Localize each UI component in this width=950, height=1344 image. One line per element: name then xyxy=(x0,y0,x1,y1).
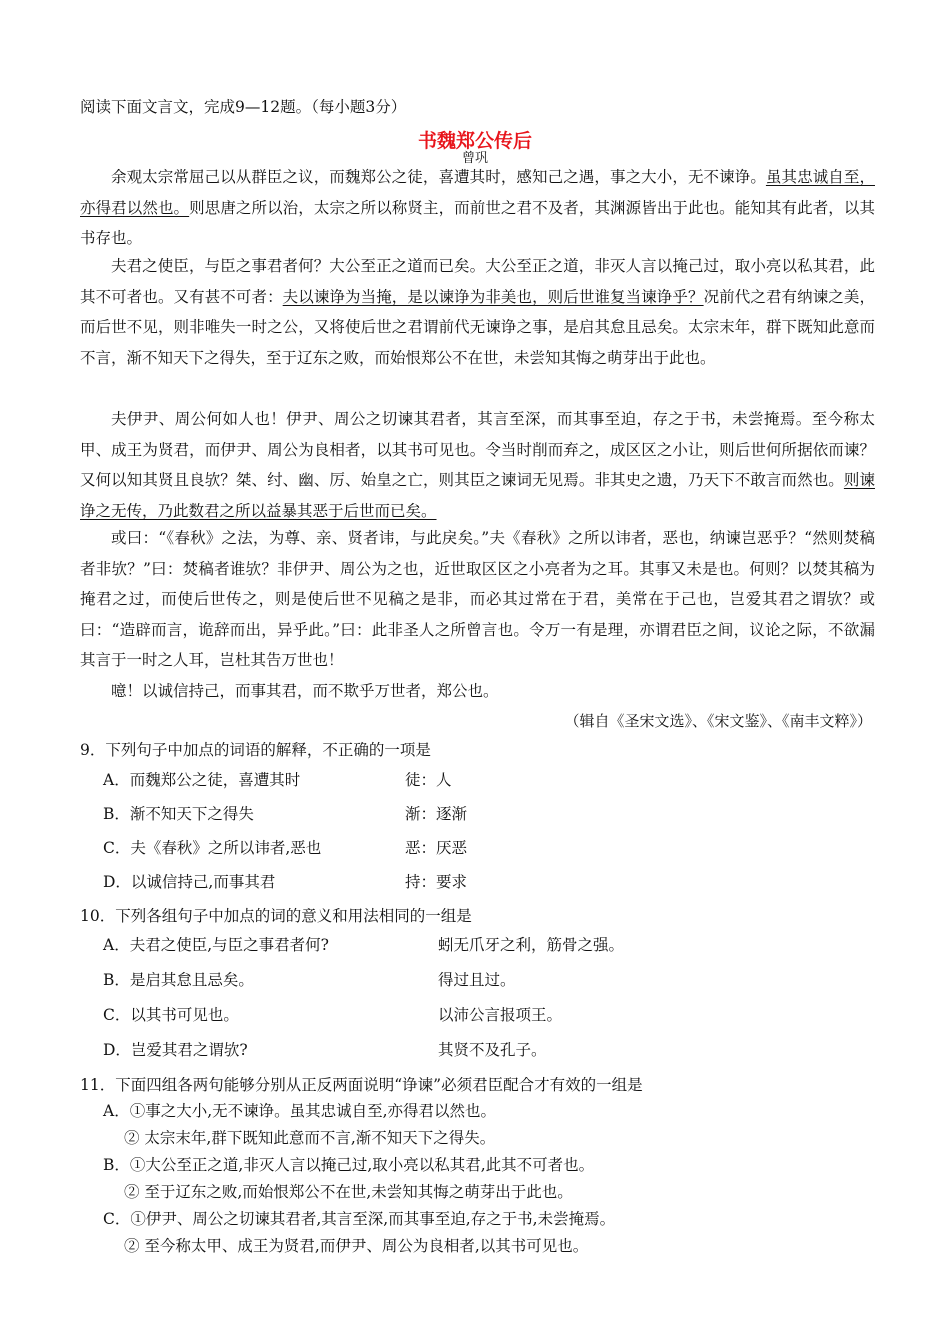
q11-option-b-1: B．①大公至正之道,非灭人言以掩己过,取小亮以私其君,此其不可者也。 xyxy=(103,1156,595,1174)
question-9-stem: 9．下列句子中加点的词语的解释，不正确的一项是 xyxy=(80,741,431,759)
underlined-sentence-3: 则谏诤之无传，乃此数君之所以益暴其恶于后世而已矣。 xyxy=(80,471,875,520)
q9-option-c: C．夫《春秋》之所以讳者,恶也 xyxy=(103,839,322,857)
q11-option-b-2: ② 至于辽东之败,而始恨郑公不在世,未尝知其悔之萌芽出于此也。 xyxy=(124,1183,573,1201)
q11-option-c-1: C．①伊尹、周公之切谏其君者,其言至深,而其事至迫,存之于书,未尝掩焉。 xyxy=(103,1210,616,1228)
q10-option-d-left: D．岂爱其君之谓欤? xyxy=(103,1041,248,1059)
q9-option-b-answer: 渐：逐渐 xyxy=(405,805,468,823)
paragraph-2: 夫君之使臣，与臣之事君者何？大公至正之道而已矣。大公至正之道，非灭人言以掩己过，取小亮以私其君，此其不可者也。又有甚不可者：夫以谏诤为当掩，是以谏诤为非美也，则后世谁复当谏诤乎？况前代之君有纳谏之美，而后世不见，则非唯失一时之公，又将使后世之君谓前代无谏诤之事，是启其怠且忌矣。太宗末年，群下既知此意而不言，渐不知天下之得失，至于辽东之败，而始恨郑公不在世，未尝知其悔之萌芽出于此也。 xyxy=(80,257,875,367)
q9-option-b: B．渐不知天下之得失 xyxy=(103,805,254,823)
question-10-stem: 10．下列各组句子中加点的词的意义和用法相同的一组是 xyxy=(80,907,472,925)
question-11-stem: 11．下面四组各两句能够分别从正反两面说明“诤谏”必须君臣配合才有效的一组是 xyxy=(80,1076,643,1094)
q9-option-d-answer: 持：要求 xyxy=(405,873,468,891)
q10-option-b-right: 得过且过。 xyxy=(438,971,516,989)
q10-option-b-left: B．是启其怠且忌矣。 xyxy=(103,971,254,989)
q9-option-a-answer: 徒：人 xyxy=(405,771,452,789)
q10-option-a-right: 蚓无爪牙之利，筋骨之强。 xyxy=(438,936,625,954)
q10-option-a-left: A．夫君之使臣,与臣之事君者何? xyxy=(103,936,329,954)
essay-author: 曾巩 xyxy=(461,151,488,166)
reading-instruction: 阅读下面文言文，完成9—12题。（每小题3分） xyxy=(80,98,407,116)
q11-option-a-2: ② 太宗末年,群下既知此意而不言,渐不知天下之得失。 xyxy=(124,1129,496,1147)
paragraph-1: 余观太宗常屈己以从群臣之议，而魏郑公之徒，喜遭其时，感知己之遇，事之大小，无不谏诤。虽其忠诚自至，亦得君以然也。则思唐之所以治，太宗之所以称贤主，而前世之君不及者，其渊源皆出于此也。能知其有此者，以其书存也。 xyxy=(80,168,875,247)
q9-option-d: D．以诚信持己,而事其君 xyxy=(103,873,276,891)
source-citation: （辑自《圣宋文选》、《宋文鉴》、《南丰文粹》） xyxy=(564,712,872,730)
underlined-sentence-2: 夫以谏诤为当掩，是以谏诤为非美也，则后世谁复当谏诤乎？ xyxy=(282,287,704,306)
q9-option-c-answer: 恶：厌恶 xyxy=(405,839,468,857)
paragraph-4: 或曰：“《春秋》之法，为尊、亲、贤者讳，与此戾矣。”夫《春秋》之所以讳者，恶也，纳谏岂恶乎？“然则焚稿者非欤？”曰：焚稿者谁欤？非伊尹、周公为之也，近世取区区之小亮者为之耳。其事又未是也。何则？以焚其稿为掩君之过，而使后世传之，则是使后世不见稿之是非，而必其过常在于君，美常在于己也，岂爱其君之谓欤？或曰：“造辟而言，诡辞而出，异乎此。”曰：此非圣人之所曾言也。令万一有是理，亦谓君臣之间，议论之际，不欲漏其言于一时之人耳，岂杜其告万世也！ xyxy=(80,529,875,669)
paragraph-5: 噫！以诚信持己，而事其君，而不欺乎万世者，郑公也。 xyxy=(111,682,499,700)
q10-option-c-right: 以沛公言报项王。 xyxy=(438,1006,563,1024)
underlined-sentence-1: 虽其忠诚自至，亦得君以然也。 xyxy=(80,168,875,217)
q11-option-c-2: ② 至今称太甲、成王为贤君,而伊尹、周公为良相者,以其书可见也。 xyxy=(124,1237,589,1255)
q10-option-c-left: C．以其书可见也。 xyxy=(103,1006,239,1024)
essay-title: 书魏郑公传后 xyxy=(417,130,532,152)
paragraph-3: 夫伊尹、周公何如人也！伊尹、周公之切谏其君者，其言至深，而其事至迫，存之于书，未尝掩焉。至今称太甲、成王为贤君，而伊尹、周公为良相者，以其书可见也。令当时削而弃之，成区区之小让，则后世何所据依而谏？又何以知其贤且良欤？桀、纣、幽、厉、始皇之亡，则其臣之谏词无见焉。非其史之遗，乃天下不敢言而然也。则谏诤之无传，乃此数君之所以益暴其恶于后世而已矣。 xyxy=(80,410,875,520)
q11-option-a-1: A．①事之大小,无不谏诤。虽其忠诚自至,亦得君以然也。 xyxy=(103,1102,497,1120)
q9-option-a: A．而魏郑公之徒，喜遭其时 xyxy=(103,771,301,789)
q10-option-d-right: 其贤不及孔子。 xyxy=(438,1041,547,1059)
